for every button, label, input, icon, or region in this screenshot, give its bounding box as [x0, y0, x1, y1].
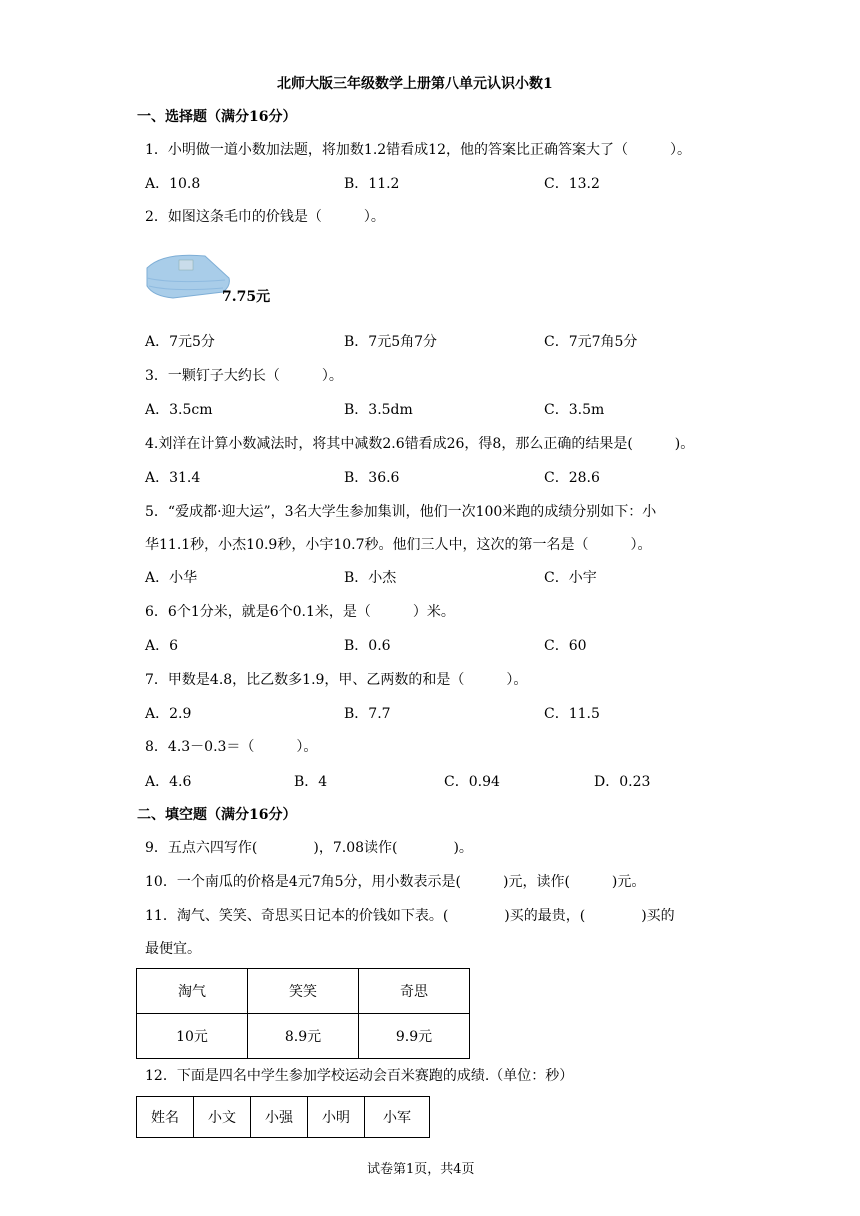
- q4-option-b: B．36.6: [344, 470, 400, 486]
- question-1: 1．小明做一道小数加法题，将加数1.2错看成12，他的答案比正确答案大了（ ）。: [145, 142, 691, 158]
- question-9: 9．五点六四写作( )，7.08读作( )。: [145, 840, 473, 856]
- q7-option-a: A．2.9: [145, 706, 192, 722]
- q8-option-b: B．4: [294, 774, 328, 790]
- q8-option-c: C．0.94: [444, 774, 500, 790]
- table-cell: 小军: [365, 1097, 430, 1138]
- question-5-line-2: 华11.1秒，小杰10.9秒，小宇10.7秒。他们三人中，这次的第一名是（ ）。: [145, 537, 652, 553]
- q1-option-a: A．10.8: [145, 176, 201, 192]
- q6-option-a: A．6: [145, 638, 179, 654]
- q3-option-a: A．3.5cm: [145, 402, 213, 418]
- table-cell: 姓名: [137, 1097, 194, 1138]
- table-cell: 笑笑: [248, 969, 359, 1014]
- question-5-line-1: 5．“爱成都·迎大运”，3名大学生参加集训，他们一次100米跑的成绩分别如下：小: [145, 504, 657, 520]
- question-11-line-1: 11．淘气、笑笑、奇思买日记本的价钱如下表。( )买的最贵，( )买的: [145, 908, 675, 924]
- table-cell: 淘气: [137, 969, 248, 1014]
- table-cell: 8.9元: [248, 1014, 359, 1059]
- q5-option-a: A．小华: [145, 570, 198, 586]
- page-title: 北师大版三年级数学上册第八单元认识小数1: [277, 76, 553, 92]
- q4-option-c: C．28.6: [544, 470, 600, 486]
- q8-option-a: A．4.6: [145, 774, 192, 790]
- race-results-table: [136, 1096, 430, 1138]
- q5-option-b: B．小杰: [344, 570, 397, 586]
- question-6: 6．6个1分米，就是6个0.1米，是（ ）米。: [145, 604, 455, 620]
- table-cell: 小明: [308, 1097, 365, 1138]
- q4-option-a: A．31.4: [145, 470, 201, 486]
- q2-option-a: A．7元5分: [145, 334, 215, 350]
- table-cell: 9.9元: [359, 1014, 470, 1059]
- table-cell: 奇思: [359, 969, 470, 1014]
- table-cell: 小文: [194, 1097, 251, 1138]
- q6-option-b: B．0.6: [344, 638, 391, 654]
- q3-option-c: C．3.5m: [544, 402, 605, 418]
- question-10: 10．一个南瓜的价格是4元7角5分，用小数表示是( )元，读作( )元。: [145, 874, 646, 890]
- q6-option-c: C．60: [544, 638, 587, 654]
- section-heading-fill: 二、填空题（满分16分）: [137, 807, 297, 823]
- q2-option-c: C．7元7角5分: [544, 334, 638, 350]
- q1-option-b: B．11.2: [344, 176, 400, 192]
- section-heading-choice: 一、选择题（满分16分）: [137, 109, 297, 125]
- q1-option-c: C．13.2: [544, 176, 600, 192]
- question-12: 12．下面是四名中学生参加学校运动会百米赛跑的成绩.（单位：秒）: [145, 1068, 574, 1084]
- q2-option-b: B．7元5角7分: [344, 334, 438, 350]
- towel-image: [143, 248, 233, 302]
- table-row: [137, 1014, 470, 1059]
- towel-price-label: 7.75元: [222, 289, 271, 305]
- page-footer: 试卷第1页，共4页: [367, 1162, 475, 1177]
- question-11-line-2: 最便宜。: [145, 941, 201, 957]
- question-4: 4.刘洋在计算小数减法时，将其中减数2.6错看成26，得8，那么正确的结果是( )。: [145, 436, 695, 452]
- table-row: [137, 969, 470, 1014]
- notebook-price-table: [136, 968, 470, 1059]
- q7-option-b: B．7.7: [344, 706, 391, 722]
- table-cell: 10元: [137, 1014, 248, 1059]
- question-7: 7．甲数是4.8，比乙数多1.9，甲、乙两数的和是（ ）。: [145, 672, 528, 688]
- question-3: 3．一颗钉子大约长（ ）。: [145, 368, 343, 384]
- question-8: 8．4.3－0.3＝（ ）。: [145, 739, 318, 755]
- table-row: [137, 1097, 430, 1138]
- question-2: 2．如图这条毛巾的价钱是（ ）。: [145, 209, 385, 225]
- q7-option-c: C．11.5: [544, 706, 600, 722]
- q5-option-c: C．小宇: [544, 570, 597, 586]
- table-cell: 小强: [251, 1097, 308, 1138]
- q8-option-d: D．0.23: [594, 774, 651, 790]
- q3-option-b: B．3.5dm: [344, 402, 413, 418]
